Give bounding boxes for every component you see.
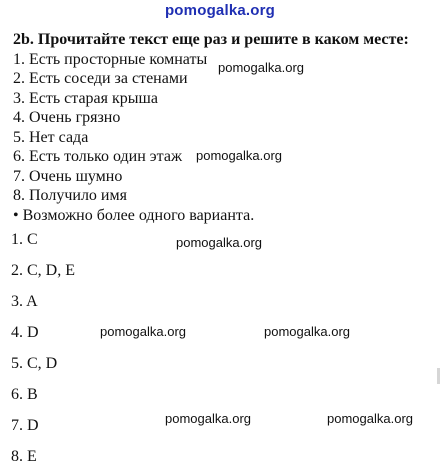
answer-line: 4. D xyxy=(11,324,39,341)
exercise-title: 2b. Прочитайте текст еще раз и решите в каком месте: xyxy=(13,31,409,48)
answer-line: 5. C, D xyxy=(11,355,58,372)
answer-line: 6. B xyxy=(11,386,38,403)
watermark-text: pomogalka.org xyxy=(165,411,251,426)
exercise-item: 4. Очень грязно xyxy=(13,109,121,126)
exercise-item: 5. Нет сада xyxy=(13,129,89,146)
answer-line: 7. D xyxy=(11,417,39,434)
watermark-text: pomogalka.org xyxy=(218,60,304,75)
header-watermark: pomogalka.org xyxy=(164,2,276,19)
exercise-item: 1. Есть просторные комнаты xyxy=(13,51,208,68)
exercise-item: 3. Есть старая крыша xyxy=(13,90,158,107)
answer-line: 3. A xyxy=(11,293,38,310)
exercise-item: 6. Есть только один этаж xyxy=(13,148,182,165)
watermark-text: pomogalka.org xyxy=(196,148,282,163)
watermark-text: pomogalka.org xyxy=(327,411,413,426)
exercise-note: • Возможно более одного варианта. xyxy=(13,207,255,224)
watermark-text: pomogalka.org xyxy=(264,324,350,339)
answer-line: 8. E xyxy=(11,448,37,465)
answer-line: 1. C xyxy=(11,231,38,248)
answer-line: 2. C, D, E xyxy=(11,262,75,279)
exercise-item: 2. Есть соседи за стенами xyxy=(13,70,188,87)
watermark-text: pomogalka.org xyxy=(176,235,262,250)
exercise-item: 7. Очень шумно xyxy=(13,168,123,185)
watermark-text: pomogalka.org xyxy=(100,324,186,339)
exercise-item: 8. Получило имя xyxy=(13,187,127,204)
